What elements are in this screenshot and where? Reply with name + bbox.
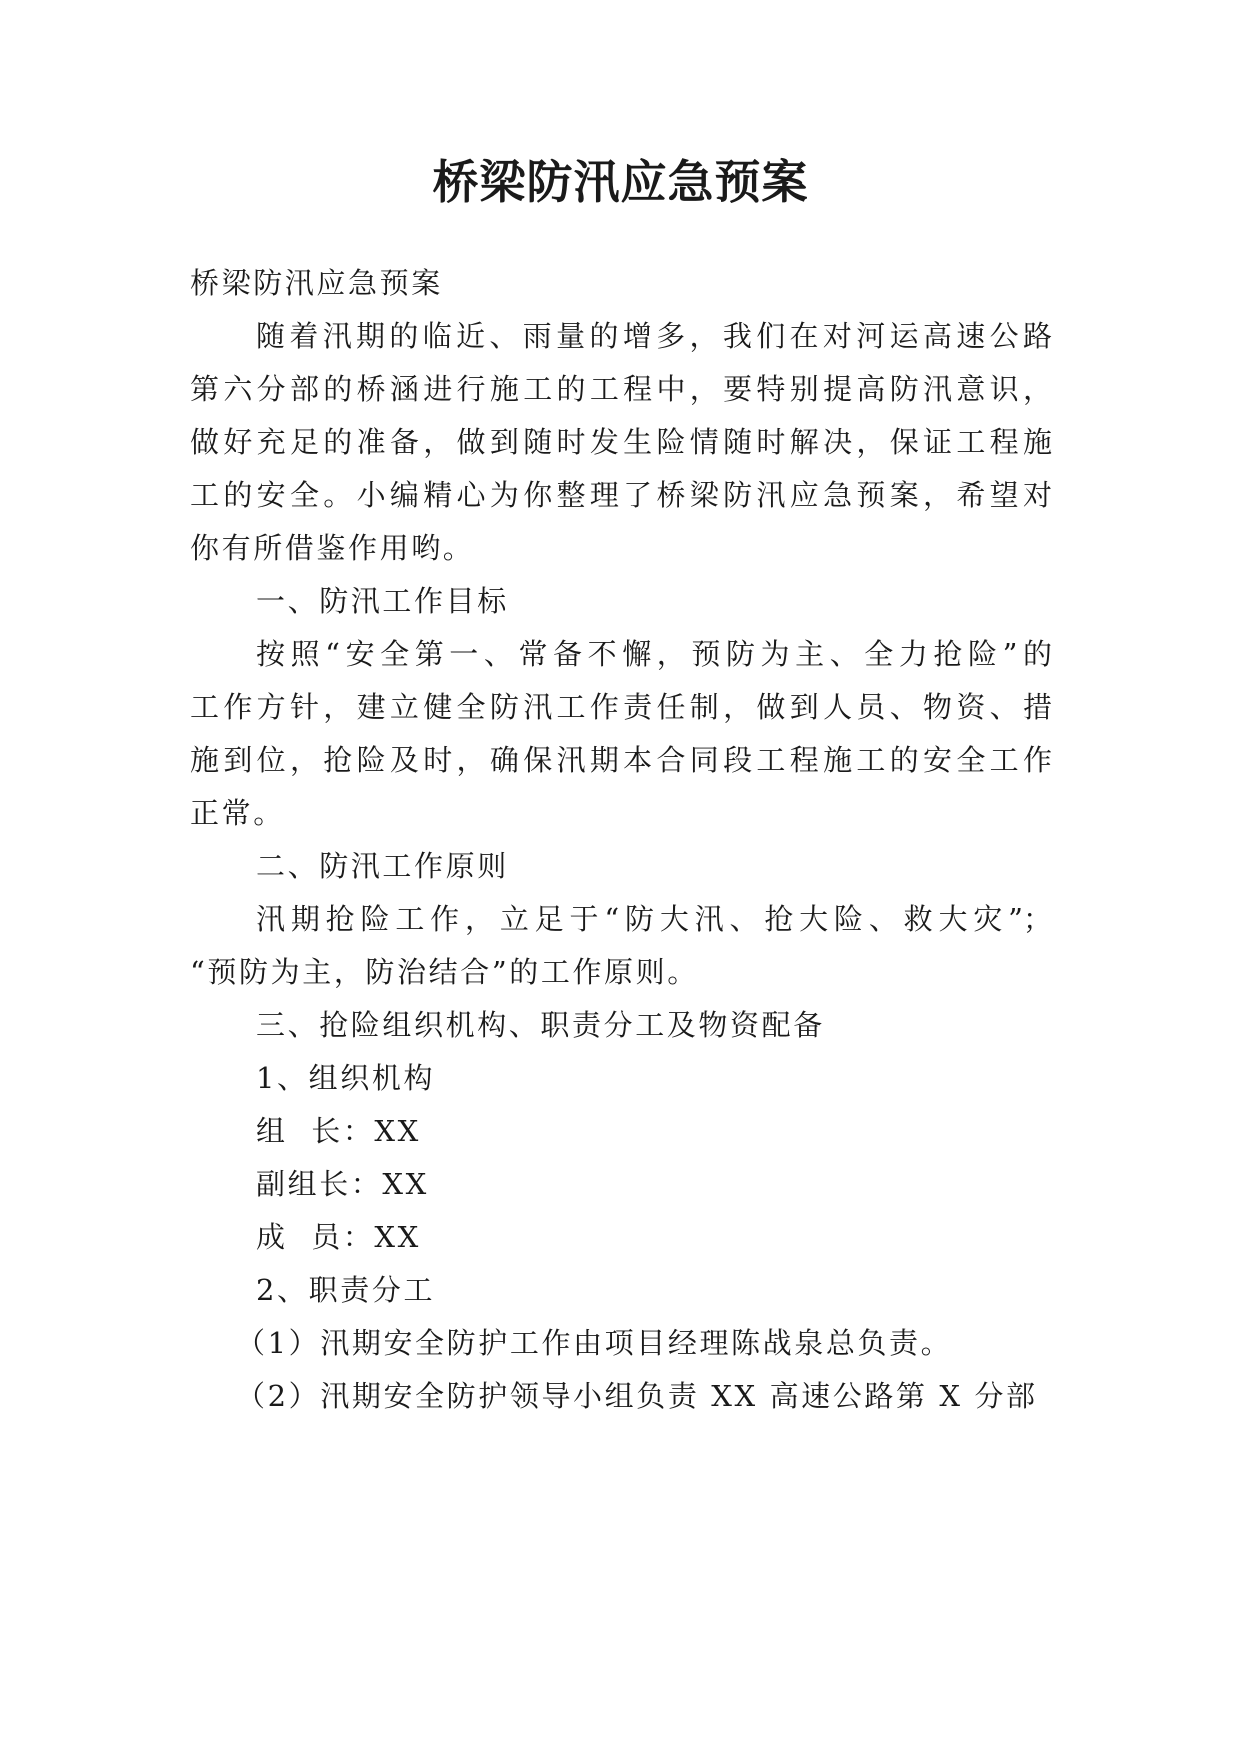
paragraph-line: 做好充足的准备，做到随时发生险情随时解决，保证工程施 [190, 425, 1052, 459]
paragraph-line: 正常。 [190, 796, 285, 830]
paragraph-line: 汛期抢险工作，立足于“防大汛、抢大险、救大灾”； [256, 902, 1052, 936]
paragraph-line: 工作方针，建立健全防汛工作责任制，做到人员、物资、措 [190, 690, 1052, 724]
paragraph-line: 随着汛期的临近、雨量的增多，我们在对河运高速公路 [256, 319, 1052, 353]
list-item: （1）汛期安全防护工作由项目经理陈战泉总负责。 [236, 1326, 953, 1360]
list-item: （2）汛期安全防护领导小组负责 XX 高速公路第 X 分部 [236, 1379, 1038, 1413]
paragraph-line: 你有所借鉴作用哟。 [190, 531, 475, 565]
org-members: 成 员：XX [256, 1220, 421, 1254]
subsection-heading: 2、职责分工 [256, 1273, 436, 1307]
section-heading: 二、防汛工作原则 [256, 849, 509, 883]
section-heading: 一、防汛工作目标 [256, 584, 509, 618]
paragraph-line: “预防为主，防治结合”的工作原则。 [190, 955, 699, 989]
paragraph-line: 第六分部的桥涵进行施工的工程中，要特别提高防汛意识， [190, 372, 1052, 406]
document-title: 桥梁防汛应急预案 [432, 155, 809, 209]
org-deputy-leader: 副组长：XX [256, 1167, 429, 1201]
paragraph-line: 施到位，抢险及时，确保汛期本合同段工程施工的安全工作 [190, 743, 1052, 777]
doc-subtitle: 桥梁防汛应急预案 [190, 266, 443, 300]
subsection-heading: 1、组织机构 [256, 1061, 436, 1095]
org-leader: 组 长：XX [256, 1114, 421, 1148]
paragraph-line: 工的安全。小编精心为你整理了桥梁防汛应急预案，希望对 [190, 478, 1052, 512]
section-heading: 三、抢险组织机构、职责分工及物资配备 [256, 1008, 825, 1042]
paragraph-line: 按照“安全第一、常备不懈，预防为主、全力抢险”的 [256, 637, 1052, 671]
